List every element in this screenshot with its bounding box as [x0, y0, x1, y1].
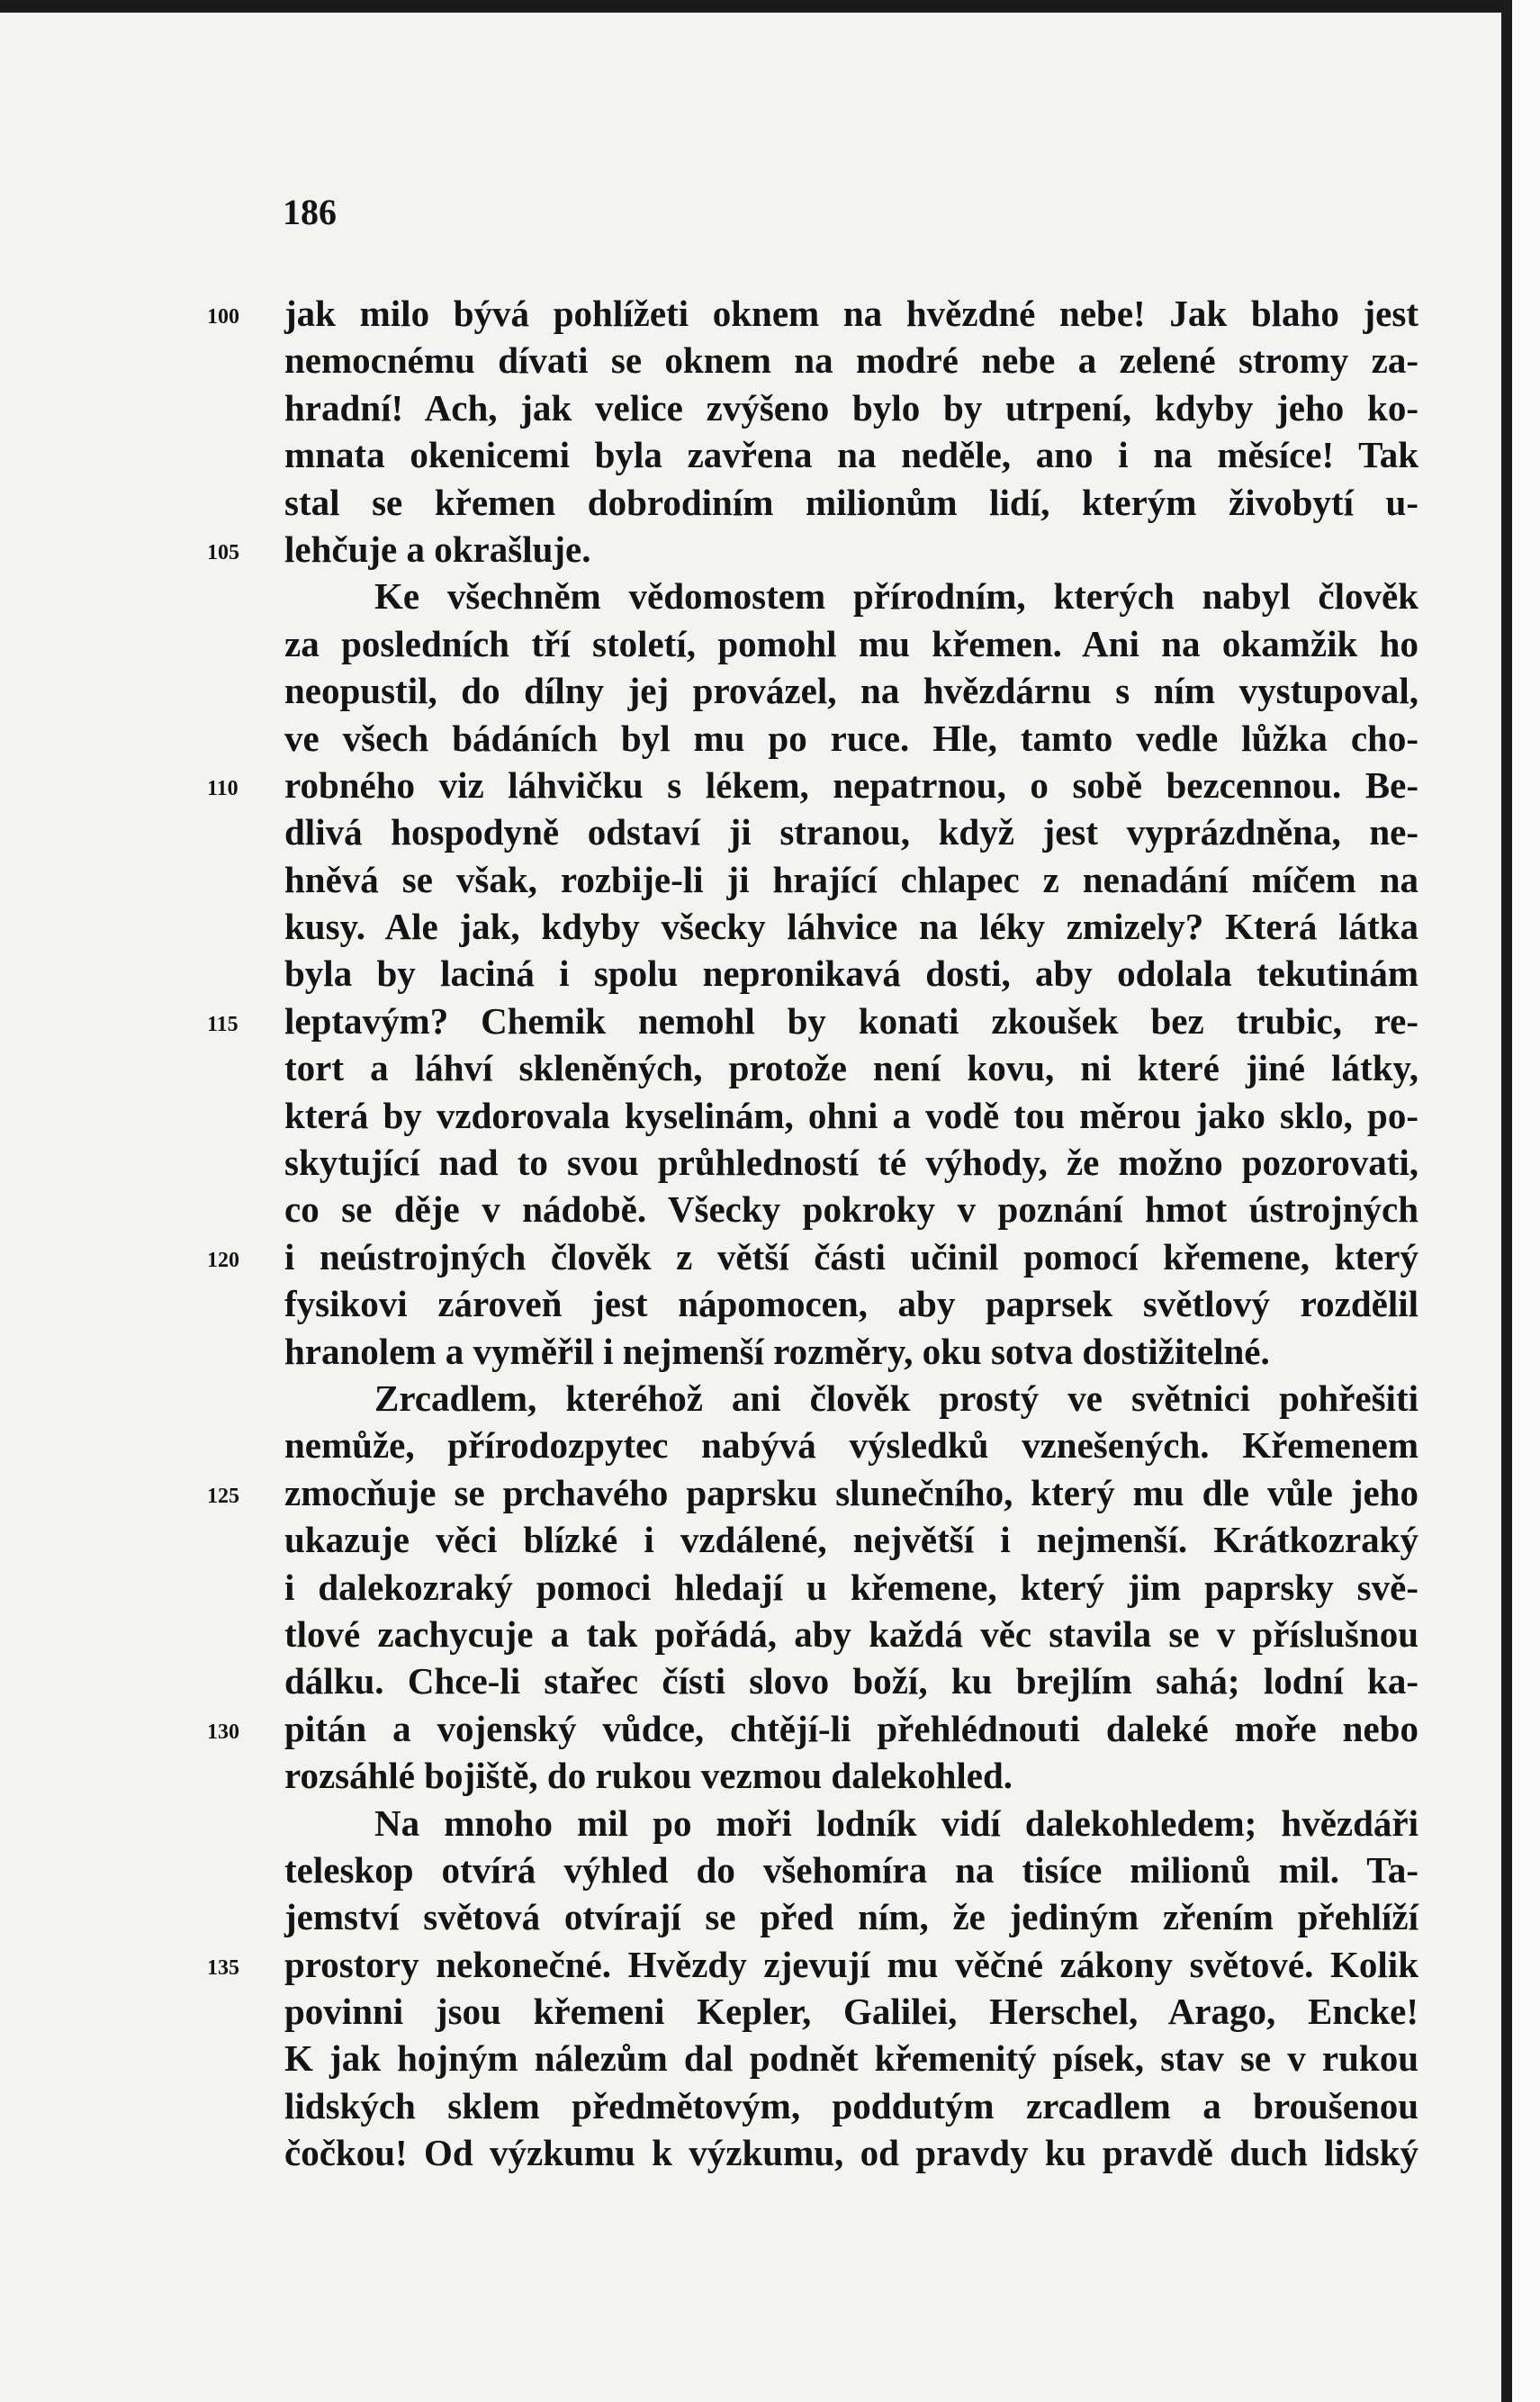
- line-text: Ke všechněm vědomostem přírodním, kterých nabyl člověk: [374, 575, 1418, 618]
- text-line: [284, 1044, 1418, 1091]
- text-line: [284, 1375, 1418, 1422]
- text-line: [284, 2082, 1418, 2129]
- line-text: leptavým? Chemik nemohl by konati zkoušek bez trubic, re-: [284, 999, 1418, 1042]
- text-line: [284, 620, 1418, 667]
- text-line: [284, 1092, 1418, 1139]
- text-line: [207, 1941, 1418, 1988]
- text-line: [284, 808, 1418, 855]
- line-text: jak milo bývá pohlížeti oknem na hvězdné nebe! Jak blaho jest: [284, 293, 1418, 334]
- line-text: teleskop otvírá výhled do všehomíra na tisíce milionů mil. Ta-: [284, 1848, 1418, 1891]
- line-text: povinni jsou křemeni Kepler, Galilei, Herschel, Arago, Encke!: [284, 1991, 1418, 2033]
- text-line: [284, 2035, 1418, 2081]
- line-text: hranolem a vyměřil i nejmenší rozměry, oku sotva dostižitelné.: [284, 1330, 1270, 1372]
- text-line: [284, 1800, 1418, 1847]
- line-text: tlové zachycuje a tak pořádá, aby každá věc stavila se v příslušnou: [284, 1612, 1418, 1655]
- line-text: co se děje v nádobě. Všecky pokroky v poznání hmot ústrojných: [284, 1188, 1418, 1231]
- text-line: [284, 667, 1418, 714]
- text-line: [284, 1422, 1418, 1468]
- text-line: [284, 2129, 1418, 2176]
- line-text: čočkou! Od výzkumu k výzkumu, od pravdy ku pravdě duch lidský: [284, 2132, 1418, 2174]
- line-text: pitán a vojenský vůdce, chtějí-li přehlédnouti daleké moře nebo: [284, 1707, 1418, 1749]
- line-text: hněvá se však, rozbije-li ji hrající chlapec z nenadání míčem na: [284, 858, 1418, 900]
- text-line: [284, 1611, 1418, 1657]
- line-text: jemství světová otvírají se před ním, že jediným zřením přehlíží: [284, 1896, 1418, 1938]
- line-text: K jak hojným nálezům dal podnět křemenitý písek, stav se v rukou: [284, 2037, 1418, 2080]
- line-text: Zrcadlem, kteréhož ani člověk prostý ve světnici pohřešiti: [374, 1377, 1418, 1419]
- text-line: [284, 1893, 1418, 1940]
- text-line: [284, 337, 1418, 384]
- line-text: i neústrojných člověk z větší části učinil pomocí křemene, který: [284, 1235, 1418, 1278]
- text-line: [284, 1657, 1418, 1704]
- line-text: hradní! Ach, jak velice zvýšeno bylo by utrpení, kdyby jeho ko-: [284, 386, 1418, 429]
- text-line: [284, 856, 1418, 903]
- text-line: [284, 1564, 1418, 1611]
- line-text: skytující nad to svou průhledností té výhody, že možno pozorovati,: [284, 1142, 1418, 1184]
- text-line: [207, 290, 1418, 337]
- line-number: 125: [207, 1484, 239, 1508]
- line-number: 110: [207, 776, 239, 800]
- line-text: byla by laciná i spolu nepronikavá dosti, aby odolala tekutinám: [284, 953, 1418, 995]
- line-text: zmocňuje se prchavého paprsku slunečního, který mu dle vůle jeho: [284, 1471, 1418, 1513]
- text-line: [284, 1328, 1418, 1375]
- line-number: 130: [207, 1720, 239, 1744]
- line-text: i dalekozraký pomoci hledají u křemene, který jim paprsky svě-: [284, 1566, 1418, 1608]
- line-text: lehčuje a okrašluje.: [284, 528, 591, 570]
- text-line: [284, 1280, 1418, 1327]
- text-line: [284, 950, 1418, 997]
- line-text: dlivá hospodyně odstaví ji stranou, když jest vyprázdněna, ne-: [284, 811, 1418, 853]
- line-text: za posledních tří století, pomohl mu křemen. Ani na okamžik ho: [284, 622, 1418, 664]
- text-line: [207, 998, 1418, 1044]
- text-line: [207, 1705, 1418, 1752]
- text-line: [284, 1516, 1418, 1563]
- text-line: [284, 431, 1418, 478]
- line-text: která by vzdorovala kyselinám, ohni a vodě tou měrou jako sklo, po-: [284, 1094, 1418, 1136]
- line-text: lidských sklem předmětovým, poddutým zrcadlem a broušenou: [284, 2084, 1418, 2127]
- line-text: fysikovi zároveň jest nápomocen, aby paprsek světlový rozdělil: [284, 1283, 1418, 1325]
- line-text: prostory nekonečné. Hvězdy zjevují mu věčné zákony světové. Kolik: [284, 1943, 1418, 1985]
- line-text: stal se křemen dobrodiním milionům lidí, kterým živobytí u-: [284, 481, 1418, 523]
- text-line: [284, 715, 1418, 762]
- line-text: Na mnoho mil po moři lodník vidí dalekohledem; hvězdáři: [374, 1802, 1418, 1844]
- line-number: 115: [207, 1012, 239, 1036]
- scan-right-border: [1501, 0, 1512, 2402]
- text-line: [284, 1988, 1418, 2035]
- text-line: [207, 762, 1418, 808]
- scan-right-margin: [1512, 0, 1540, 2402]
- text-line: [284, 573, 1418, 619]
- line-text: mnata okenicemi byla zavřena na neděle, ano i na měsíce! Tak: [284, 434, 1418, 476]
- scan-top-border: [0, 0, 1540, 13]
- text-line: [207, 526, 1418, 573]
- line-text: tort a láhví skleněných, protože není kovu, ni které jiné látky,: [284, 1047, 1418, 1089]
- text-line: [284, 1752, 1418, 1799]
- text-line: [207, 1469, 1418, 1516]
- line-number: 120: [207, 1248, 239, 1272]
- line-text: neopustil, do dílny jej provázel, na hvězdárnu s ním vystupoval,: [284, 670, 1418, 712]
- page-number: 186: [283, 192, 337, 232]
- text-line: [284, 903, 1418, 950]
- text-line: [284, 479, 1418, 526]
- line-text: ukazuje věci blízké i vzdálené, největší i nejmenší. Krátkozraký: [284, 1519, 1418, 1561]
- line-number: 105: [207, 540, 239, 564]
- text-line: [284, 1186, 1418, 1233]
- line-text: robného viz láhvičku s lékem, nepatrnou, o sobě bezcennou. Be-: [284, 763, 1418, 806]
- line-number: 135: [207, 1955, 239, 1980]
- text-line: [284, 384, 1418, 431]
- line-text: nemůže, přírodozpytec nabývá výsledků vznešených. Křemenem: [284, 1424, 1418, 1467]
- body-text: [207, 290, 1418, 2177]
- text-line: [284, 1847, 1418, 1893]
- line-text: kusy. Ale jak, kdyby všecky láhvice na léky zmizely? Která látka: [284, 906, 1418, 948]
- text-line: [207, 1233, 1418, 1280]
- text-line: [284, 1139, 1418, 1186]
- line-text: dálku. Chce-li stařec čísti slovo boží, ku brejlím sahá; lodní ka-: [284, 1660, 1418, 1702]
- line-number: 100: [207, 305, 239, 329]
- line-text: ve všech bádáních byl mu po ruce. Hle, tamto vedle lůžka cho-: [284, 717, 1418, 759]
- line-text: rozsáhlé bojiště, do rukou vezmou dalekohled.: [284, 1755, 1013, 1797]
- line-text: nemocnému dívati se oknem na modré nebe a zelené stromy za-: [284, 339, 1418, 382]
